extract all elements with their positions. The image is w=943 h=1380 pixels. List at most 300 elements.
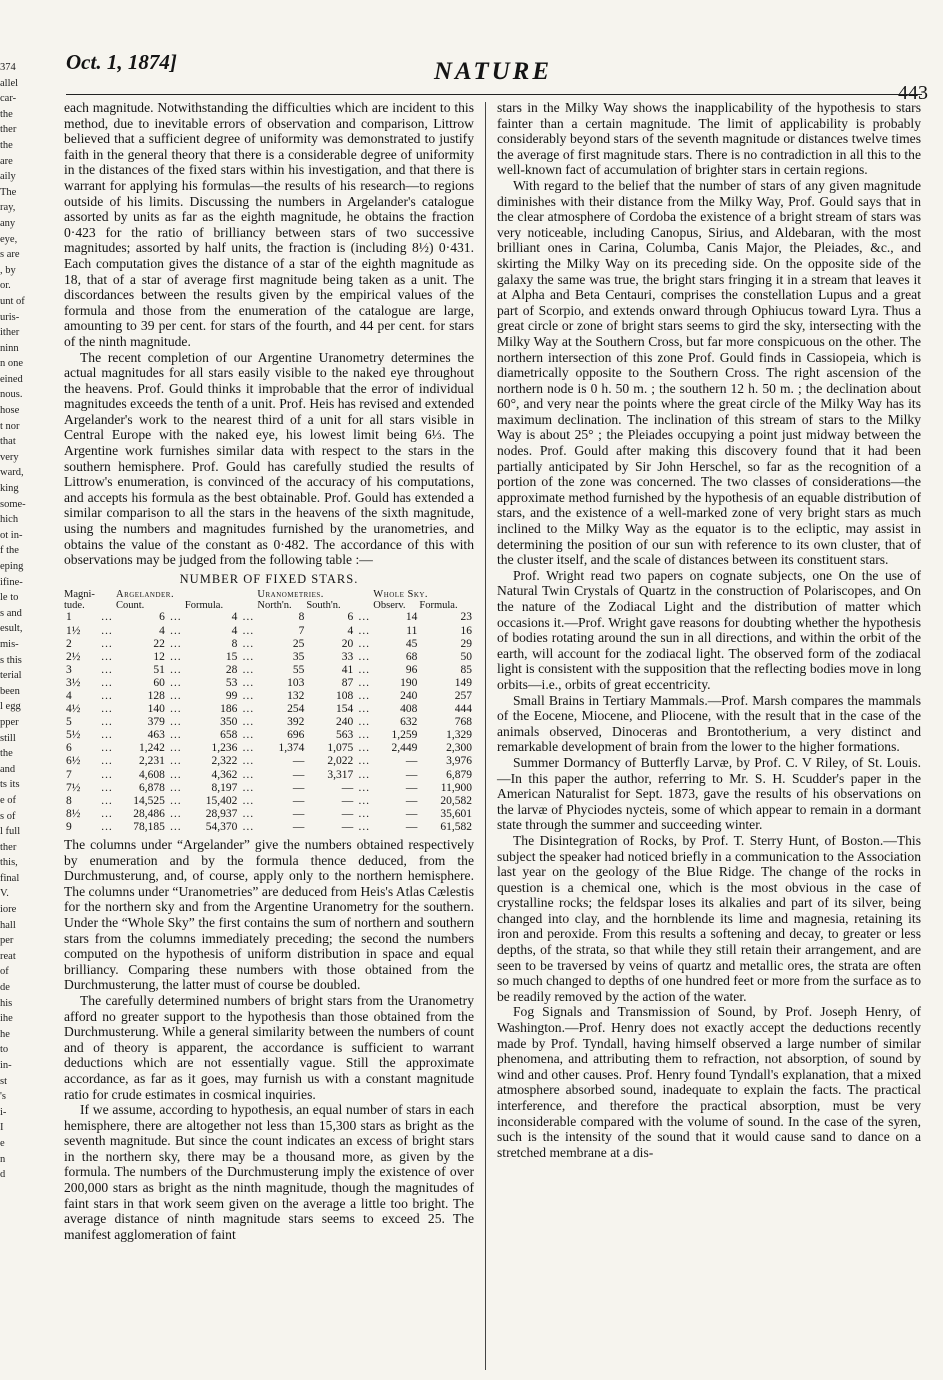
edge-fragment: that — [0, 436, 16, 448]
column-header: South'n. — [306, 600, 341, 612]
leader-dots: … — [358, 676, 371, 689]
edge-fragment: ray, — [0, 202, 16, 214]
table-cell: 1,236 — [211, 742, 238, 755]
table-cell: 20,582 — [440, 794, 472, 807]
paragraph: With regard to the belief that the number of stars of any given magnitude diminishes with their distance from the Milky Way, Prof. Gould says that in the clear atmosphere of Cordoba the existence of a bright stream of stars was very noticeable, including Canopus, Sirius, and Aldebaran, with the most brilliant ones in Carina, Columba, Canis Major, the Pleiades, &c., and skirting the Milky Way on its preceding side. On the opposite side of the galaxy the same was true, the bright stars fringing it in a stream that leaves it at Alpha and Beta Centauri, comprises the constellation Lupus and a great part of Scorpio, and extends onward through Ophiucus toward Lyra. Thus a great circle or zone of bright stars seems to gird the sky, intersecting with the Milky Way at the Southern Cross, but far more conspicuous on the other. The northern intersection of this zone Prof. Gould finds in Cassiopeia, which is diametrically opposite to the Southern Cross. The right ascension of the northern node is 0 h. 50 m. ; the southern 12 h. 50 m. ; the declination about 60°, and very near the points where the great circle of the Milky Way has its maximum declination. The inclination of this stream of stars to the Milky Way is about 25° ; the Pleiades occupying a point just midway between the nodes. Prof. Gould after making this discovery found that it had been partially anticipated by Sir John Herschel, so far as the recognition of a portion of the zone was concerned. The two classes of considerations—the approximate method furnished by the hypothesis of an equable distribution of stars, and the existence of a well-marked zone of very bright stars as much inclined to the Milky Way as the equator is to the ecliptic, may assist in determining the position of our sun with reference to its own cluster, that of the cluster itself, and the scale of distances between its constituent stars. — [497, 177, 921, 568]
table-cell: 14 — [405, 611, 418, 624]
column-header: Magni-tude. — [64, 589, 95, 612]
group-header: Argelander. — [116, 589, 175, 601]
edge-fragment: n — [0, 1153, 6, 1165]
table-cell: 41 — [341, 663, 354, 676]
edge-fragment: ther — [0, 124, 17, 136]
edge-fragment: hall — [0, 919, 16, 931]
table-cell: 28,486 — [133, 807, 165, 820]
edge-fragment: king — [0, 483, 19, 495]
edge-fragment: his — [0, 997, 13, 1009]
edge-fragment: de — [0, 982, 10, 994]
leader-dots: … — [242, 742, 255, 755]
leader-dots: … — [242, 794, 255, 807]
table-cell: — — [341, 781, 354, 794]
table-cell: 8,197 — [211, 781, 238, 794]
edge-fragment: d — [0, 1169, 6, 1181]
table-cell: 29 — [460, 637, 472, 650]
table-cell: 1,075 — [327, 742, 354, 755]
table-cell: 240 — [336, 716, 354, 729]
group-header: Whole Sky. — [373, 589, 429, 601]
edge-fragment: and — [0, 763, 16, 775]
table-cell: 6,879 — [446, 768, 472, 781]
edge-fragment: per — [0, 935, 14, 947]
leader-dots: … — [242, 689, 255, 702]
table-cell: 35,601 — [440, 807, 472, 820]
table-cell: 563 — [336, 729, 354, 742]
leader-dots: … — [358, 624, 371, 637]
edge-fragment: are — [0, 155, 13, 167]
table-title: NUMBER OF FIXED STARS. — [179, 571, 359, 586]
table-cell: 11 — [406, 624, 418, 637]
leader-dots: … — [358, 716, 371, 729]
table-row — [64, 782, 474, 795]
table-row — [64, 677, 474, 690]
table-cell: — — [405, 794, 418, 807]
table-cell: — — [405, 755, 418, 768]
column-header: North'n. — [257, 600, 292, 612]
leader-dots: … — [242, 807, 255, 820]
leader-dots: … — [358, 611, 371, 624]
leader-dots: … — [242, 755, 255, 768]
table-cell: 35 — [292, 650, 305, 663]
leader-dots: … — [169, 676, 183, 689]
leader-dots: … — [358, 820, 371, 833]
paragraph: Summer Dormancy of Butterfly Larvæ, by Prof. C. V Riley, of St. Louis.—In this paper the author, referring to Mr. S. H. Scudder's paper in the American Naturalist for Sept. 1873, gave the results of his observations on the larvæ of Phyciodes nycteis, some of which appear to remain in a dormant state through the summer and succeeding winter. — [497, 754, 921, 833]
edge-fragment: eined — [0, 373, 23, 385]
column-header: Formula. — [419, 600, 458, 612]
table-cell: 768 — [454, 716, 472, 729]
issue-date: Oct. 1, 1874] — [66, 50, 177, 74]
leader-dots: … — [242, 820, 255, 833]
edge-fragment: st — [0, 1075, 8, 1087]
edge-fragment: been — [0, 685, 20, 697]
table-cell: 99 — [225, 689, 238, 702]
leader-dots: … — [169, 611, 183, 624]
edge-fragment: to — [0, 1044, 9, 1056]
leader-dots: … — [100, 794, 114, 807]
table-cell: 408 — [400, 703, 418, 716]
leader-dots: … — [169, 663, 183, 676]
table-cell: 8 — [66, 794, 72, 807]
leader-dots: … — [100, 637, 114, 650]
edge-fragment: or. — [0, 280, 11, 292]
table-cell: — — [405, 820, 418, 833]
table-cell: 20 — [341, 637, 354, 650]
table-cell: 11,900 — [440, 781, 472, 794]
edge-fragment: iore — [0, 904, 17, 916]
table-cell: 132 — [287, 689, 305, 702]
table-row — [64, 703, 474, 716]
right-column — [497, 100, 921, 1160]
table-row — [64, 651, 474, 664]
paragraph: stars in the Milky Way shows the inapplicability of the hypothesis to stars fainter than a certain magnitude. The limit of applicability is probably considerably beyond stars of the seventh magnitude or distances twelve times the average of first magnitude stars. There is no contradiction in all this to the well-known fact of accumulation of brighter stars in certain regions. — [497, 100, 921, 178]
table-cell: 1,259 — [391, 729, 418, 742]
leader-dots: … — [169, 703, 183, 716]
leader-dots: … — [242, 716, 255, 729]
table-cell: 45 — [405, 637, 418, 650]
leader-dots: … — [358, 781, 371, 794]
table-cell: 96 — [405, 663, 418, 676]
table-cell: 5 — [66, 716, 72, 729]
leader-dots: … — [100, 781, 114, 794]
leader-dots: … — [242, 663, 255, 676]
table-cell: 103 — [287, 676, 305, 689]
table-cell: 16 — [460, 624, 472, 637]
table-cell: 658 — [220, 729, 238, 742]
table-cell: 444 — [454, 703, 472, 716]
table-cell: 6 — [159, 611, 165, 624]
table-cell: — — [292, 755, 305, 768]
table-cell: 379 — [147, 716, 165, 729]
table-cell: 3½ — [66, 676, 81, 689]
table-row — [64, 755, 474, 768]
leader-dots: … — [358, 742, 371, 755]
column-header: Count. — [116, 600, 145, 612]
edge-fragment: s of — [0, 810, 16, 822]
leader-dots: … — [242, 703, 255, 716]
edge-fragment: I — [0, 1122, 4, 1134]
table-cell: 2,231 — [138, 755, 165, 768]
leader-dots: … — [358, 703, 371, 716]
edge-fragment: any — [0, 217, 16, 229]
edge-fragment: unt of — [0, 295, 25, 307]
edge-fragment: pper — [0, 716, 19, 728]
table-cell: 8 — [231, 637, 238, 650]
paragraph: The Disintegration of Rocks, by Prof. T. Sterry Hunt, of Boston.—This subject the speaker had noticed briefly in a communication to the Association last year on the geology of the Blue Ridge. The change of the rocks in question is a chemical one, which is the most obvious in the case of crystalline rocks; the feldspar loses its alkalies and part of its silver, being changed into clay, and the hornblende its lime and magnesia, retaining its iron and peroxide. From this results a softening and decay, to greater or less depths, of the strata, so that while they still retain their arrangement, and are seen to be traversed by veins of quartz and metallic ores, the strata are often so much changed to depths of one hundred feet or more from the surface as to be readily removed by the action of the water. — [497, 832, 921, 1004]
paragraph: each magnitude. Notwithstanding the difficulties which are incident to this method, due to inevitable errors of observation and comparison, Littrow believed that a sufficient degree of uniformity was demonstrated to justify faith in the general theory that there is a considerable degree of uniformity in the distances of the fixed stars within his investigation, and that there is warrant for applying his formulas—the results of his research—to regions outside of his limits. Discussing the numbers in Argelander's catalogue assorted by units as far as the eighth magnitude, he obtains the fraction 0·423 for the ratio of brilliancy between stars of two successive magnitudes; assorted by half units, the fraction is (including 8½) 0·431. Each computation gives the distance of a star of the eighth magnitude as 18, that of a star of average first magnitude being taken as a unit. The discordances between the results given by the empirical values of the formula and those from the enumeration of the catalogue are large, amounting to 39 per cent. for stars of the fourth, and 44 per cent. for stars of the ninth magnitude. — [64, 100, 474, 349]
leader-dots: … — [169, 768, 183, 781]
table-cell: 85 — [460, 663, 472, 676]
table-cell: 23 — [460, 611, 472, 624]
table-cell: 4 — [231, 624, 238, 637]
table-cell: 4 — [159, 624, 165, 637]
leader-dots: … — [358, 729, 371, 742]
leader-dots: … — [169, 624, 183, 637]
paragraph: The recent completion of our Argentine Uranometry determines the actual magnitudes for all stars easily visible to the naked eye throughout the heavens. Prof. Gould thinks it improbable that the error of individual magnitudes exceeds the tenth of a unit. Prof. Heis has revised and extended Argelander's work to the nearest third of a unit for all stars visible in Central Europe with the naked eye, his lowest limit being 6⅓. The Argentine work furnishes similar data with respect to the stars in the southern hemisphere. Prof. Gould has carefully studied the results of Littrow's enumeration, is convinced of the accuracy of his computations, and accepts his formula as the best obtainable. Prof. Gould has extended a similar comparison to all the stars in the heavens of the sixth magnitude, using the numbers and magnitudes furnished by the uranometries, and obtains the value of the constant as 0·482. The accordance of this with observations may be judged from the following table :— — [64, 349, 474, 568]
table-cell: — — [341, 820, 354, 833]
leader-dots: … — [100, 768, 114, 781]
paragraph: Small Brains in Tertiary Mammals.—Prof. Marsh compares the mammals of the Eocene, Miocene, and Pliocene, with the result that in the case of the animals observed, Dinoceras and Brontotherium, a very distinct and remarkable development of brain from the lower to the higher formations. — [497, 692, 921, 755]
leader-dots: … — [169, 742, 183, 755]
leader-dots: … — [358, 689, 371, 702]
edge-fragment: ninn — [0, 342, 19, 354]
table-cell: 87 — [341, 676, 354, 689]
table-cell: 4 — [66, 689, 72, 702]
table-cell: 53 — [225, 676, 238, 689]
left-column — [64, 100, 474, 1242]
table-cell: 2 — [66, 637, 72, 650]
table-cell: 463 — [147, 729, 165, 742]
edge-fragment: , by — [0, 264, 16, 276]
leader-dots: … — [169, 689, 183, 702]
table-cell: 1,374 — [278, 742, 305, 755]
edge-fragment: this, — [0, 857, 18, 869]
edge-fragment: some- — [0, 498, 26, 510]
table-cell: — — [292, 807, 305, 820]
leader-dots: … — [169, 807, 183, 820]
column-header: Formula. — [184, 600, 224, 612]
fixed-stars-table — [64, 589, 474, 834]
table-row — [64, 638, 474, 651]
leader-dots: … — [100, 689, 114, 702]
edge-fragment: final — [0, 872, 20, 884]
edge-fragment: aily — [0, 171, 16, 183]
leader-dots: … — [169, 820, 183, 833]
table-cell: 4 — [347, 624, 354, 637]
leader-dots: … — [100, 820, 114, 833]
table-cell: 154 — [336, 703, 354, 716]
edge-fragment: the — [0, 748, 13, 760]
paragraph: Prof. Wright read two papers on cognate subjects, one On the use of Natural Twin Crystals of Quartz in the construction of Polariscopes, and On the nature of the Zodiacal Light and the distribution of matter which occasions it.—Prof. Wright gave reasons for doubting whether the hypothesis of bodies rotating around the sun in all directions, and within the orbit of the earth, will account for the zodiacal light. The observed form of the zodiacal light is consistent with the supposition that the reflecting bodies move in long orbits—i.e., orbits of great eccentricity. — [497, 567, 921, 692]
table-cell: 50 — [460, 650, 472, 663]
table-cell: 4,608 — [138, 768, 165, 781]
table-cell: 1 — [66, 611, 72, 624]
leader-dots: … — [169, 637, 183, 650]
edge-fragment: terial — [0, 670, 22, 682]
edge-fragment: very — [0, 451, 19, 463]
edge-fragment: f the — [0, 545, 19, 557]
leader-dots: … — [169, 650, 183, 663]
leader-dots: … — [242, 624, 255, 637]
edge-fragment: ihe — [0, 1013, 13, 1025]
edge-fragment: s and — [0, 607, 22, 619]
leader-dots: … — [358, 768, 371, 781]
table-row — [64, 690, 474, 703]
table-cell: 3,976 — [446, 755, 472, 768]
table-cell: 22 — [153, 637, 165, 650]
leader-dots: … — [100, 755, 114, 768]
group-header: Uranometries. — [257, 589, 324, 601]
leader-dots: … — [100, 703, 114, 716]
table-cell: 78,185 — [133, 820, 165, 833]
table-cell: 15 — [225, 650, 238, 663]
edge-fragment: esult, — [0, 623, 23, 635]
edge-fragment: ther — [0, 841, 17, 853]
edge-fragment: The — [0, 186, 17, 198]
table-row — [64, 821, 474, 834]
table-cell: 257 — [454, 689, 472, 702]
edge-fragment: mis- — [0, 638, 19, 650]
table-cell: — — [292, 768, 305, 781]
edge-fragment: uris- — [0, 311, 20, 323]
table-cell: 7½ — [66, 781, 81, 794]
edge-fragment: le to — [0, 592, 19, 604]
adjacent-page-fragments — [0, 60, 26, 1370]
table-cell: 33 — [341, 650, 354, 663]
table-cell: 8 — [298, 611, 305, 624]
table-cell: 2,449 — [391, 742, 418, 755]
table-cell: 149 — [454, 676, 472, 689]
table-cell: 28,937 — [205, 807, 238, 820]
edge-fragment: ward, — [0, 467, 24, 479]
paragraph: If we assume, according to hypothesis, an equal number of stars in each hemisphere, there are altogether not less than 15,300 stars as bright as the seventh magnitude. But since the count indicates an excess of bright stars in the northern sky, there may be a thousand more, as given by the formula. The numbers of the Durchmusterung imply the existence of over 200,000 stars as bright as the ninth magnitude, though the magnitudes of faint stars in that work seem given on the average a little too bright. The average distance of ninth magnitude stars seems to exceed 25. The manifest agglomeration of faint — [64, 1102, 474, 1242]
table-cell: 190 — [400, 676, 418, 689]
edge-fragment: ot in- — [0, 529, 23, 541]
table-cell: 128 — [147, 689, 165, 702]
table-row — [64, 716, 474, 729]
table-cell: 6,878 — [138, 781, 165, 794]
table-cell: 3 — [66, 663, 72, 676]
leader-dots: … — [242, 781, 255, 794]
table-cell: 15,402 — [205, 794, 238, 807]
leader-dots: … — [100, 676, 114, 689]
edge-fragment: t nor — [0, 420, 20, 432]
table-cell: 3,317 — [327, 768, 354, 781]
table-row — [64, 742, 474, 755]
edge-fragment: V. — [0, 888, 9, 900]
edge-fragment: hose — [0, 405, 20, 417]
header-rule — [66, 94, 922, 95]
leader-dots: … — [169, 781, 183, 794]
table-cell: 140 — [147, 703, 165, 716]
leader-dots: … — [169, 794, 183, 807]
leader-dots: … — [358, 755, 371, 768]
leader-dots: … — [242, 637, 255, 650]
leader-dots: … — [242, 650, 255, 663]
leader-dots: … — [358, 807, 371, 820]
paragraph: The columns under “Argelander” give the numbers obtained respectively by enumeration and by the formula thence deduced, from the Durchmusterung, and, of course, apply only to the northern hemisphere. The columns under “Uranometries” are deduced from Heis's Atlas Cælestis for the northern sky and from the Argentine Uranometry for the southern. Under the “Whole Sky” the first contains the sum of northern and southern stars from the columns immediately preceding; the second the numbers computed on the hypothesis of uniform distribution in space and equal brilliancy. Comparing these numbers with those obtained from the Durchmusterung, the latter must of course be doubled. — [64, 837, 474, 993]
edge-fragment: 's — [0, 1091, 6, 1103]
table-cell: 6½ — [66, 755, 81, 768]
table-cell: 392 — [287, 716, 305, 729]
table-cell: 8½ — [66, 807, 81, 820]
table-cell: 2,300 — [446, 742, 472, 755]
table-cell: 2,022 — [327, 755, 354, 768]
edge-fragment: e — [0, 1137, 5, 1149]
leader-dots: … — [100, 650, 114, 663]
table-cell: — — [341, 807, 354, 820]
table-cell: 1,329 — [446, 729, 472, 742]
table-cell: 7 — [298, 624, 305, 637]
edge-fragment: ither — [0, 327, 20, 339]
edge-fragment: l egg — [0, 701, 21, 713]
table-cell: — — [292, 820, 305, 833]
table-cell: — — [405, 807, 418, 820]
edge-fragment: of — [0, 966, 9, 978]
table-cell: 4,362 — [211, 768, 238, 781]
edge-fragment: the — [0, 108, 13, 120]
edge-fragment: ts its — [0, 779, 20, 791]
table-cell: 25 — [292, 637, 305, 650]
leader-dots: … — [242, 729, 255, 742]
edge-fragment: he — [0, 1028, 10, 1040]
table-cell: 350 — [220, 716, 238, 729]
leader-dots: … — [100, 663, 114, 676]
edge-fragment: eping — [0, 561, 24, 572]
edge-fragment: allel — [0, 77, 19, 89]
edge-fragment: e of — [0, 794, 17, 806]
table-cell: 68 — [405, 650, 418, 663]
table-cell: 4½ — [66, 703, 81, 716]
leader-dots: … — [242, 768, 255, 781]
table-cell: 696 — [287, 729, 305, 742]
table-row — [64, 795, 474, 808]
edge-fragment: still — [0, 732, 16, 744]
leader-dots: … — [358, 650, 371, 663]
table-cell: 12 — [153, 650, 165, 663]
edge-fragment: car- — [0, 93, 17, 105]
table-row — [64, 729, 474, 742]
table-cell: 51 — [153, 663, 165, 676]
table-cell: 6 — [347, 611, 354, 624]
table-cell: — — [292, 781, 305, 794]
table-cell: 108 — [336, 689, 354, 702]
column-divider — [485, 102, 486, 1370]
leader-dots: … — [100, 742, 114, 755]
edge-fragment: nous. — [0, 389, 23, 401]
table-cell: — — [292, 794, 305, 807]
table-cell: 7 — [66, 768, 72, 781]
edge-fragment: i- — [0, 1106, 7, 1118]
table-cell: 2½ — [66, 650, 81, 663]
table-cell: 632 — [400, 716, 418, 729]
table-cell: 55 — [292, 663, 305, 676]
leader-dots: … — [100, 624, 114, 637]
leader-dots: … — [100, 729, 114, 742]
table-cell: 4 — [231, 611, 238, 624]
edge-fragment: n one — [0, 358, 24, 370]
table-cell: 1½ — [66, 624, 81, 637]
table-cell: 6 — [66, 742, 72, 755]
table-cell: 240 — [400, 689, 418, 702]
edge-fragment: hich — [0, 514, 19, 526]
table-cell: 5½ — [66, 729, 81, 742]
leader-dots: … — [169, 729, 183, 742]
edge-fragment: l full — [0, 826, 21, 838]
paragraph: The carefully determined numbers of bright stars from the Uranometry afford no greater support to the hypothesis than those obtained from the Durchmusterung. While a general similarity between the numbers of count and of theory is apparent, the accordance is sufficient to warrant deductions which are not essentially vague. Still the approximate accordance, as far as it goes, may furnish us with a constant magnitude ratio for crude estimates in cosmical inquiries. — [64, 992, 474, 1102]
leader-dots: … — [358, 794, 371, 807]
table-cell: 186 — [220, 703, 238, 716]
table-cell: — — [341, 794, 354, 807]
table-cell: 9 — [66, 820, 72, 833]
table-row — [64, 664, 474, 677]
leader-dots: … — [169, 716, 183, 729]
table-row — [64, 611, 474, 624]
leader-dots: … — [100, 716, 114, 729]
page-number: 443 — [898, 82, 928, 104]
table-cell: 28 — [225, 663, 238, 676]
table-cell: 61,582 — [440, 820, 472, 833]
edge-fragment: ifine- — [0, 576, 23, 588]
edge-fragment: reat — [0, 950, 16, 962]
edge-fragment: s are — [0, 249, 20, 261]
leader-dots: … — [358, 663, 371, 676]
table-cell: 254 — [287, 703, 305, 716]
table-cell: 2,322 — [211, 755, 238, 768]
column-header: Observ. — [373, 600, 406, 612]
table-row — [64, 808, 474, 821]
leader-dots: … — [242, 611, 255, 624]
leader-dots: … — [242, 676, 255, 689]
table-cell: 1,242 — [138, 742, 165, 755]
table-cell: 60 — [153, 676, 165, 689]
table-cell: 14,525 — [133, 794, 165, 807]
table-row — [64, 769, 474, 782]
table-cell: — — [405, 768, 418, 781]
edge-fragment: 374 — [0, 62, 16, 73]
edge-fragment: s this — [0, 654, 22, 666]
leader-dots: … — [100, 807, 114, 820]
edge-fragment: in- — [0, 1060, 12, 1071]
paragraph: Fog Signals and Transmission of Sound, by Prof. Joseph Henry, of Washington.—Prof. Henry does not exactly accept the deductions recently made by Prof. Tyndall, having himself observed a large number of similar phenomena, and attributing them to refraction, not absorption, of sound by wind and other causes. Prof. Henry found Tyndall's explanation, that a mixed atmosphere absorbed sound, inadequate to explain the facts. The practical interference, and therefore the practical absorption, must be very inconsiderable compared with the volume of sound. In the case of the syren, such is the intensity of the sound that it would cause sand to dance on a stretched membrane at a dis- — [497, 1004, 921, 1160]
edge-fragment: the — [0, 139, 13, 151]
